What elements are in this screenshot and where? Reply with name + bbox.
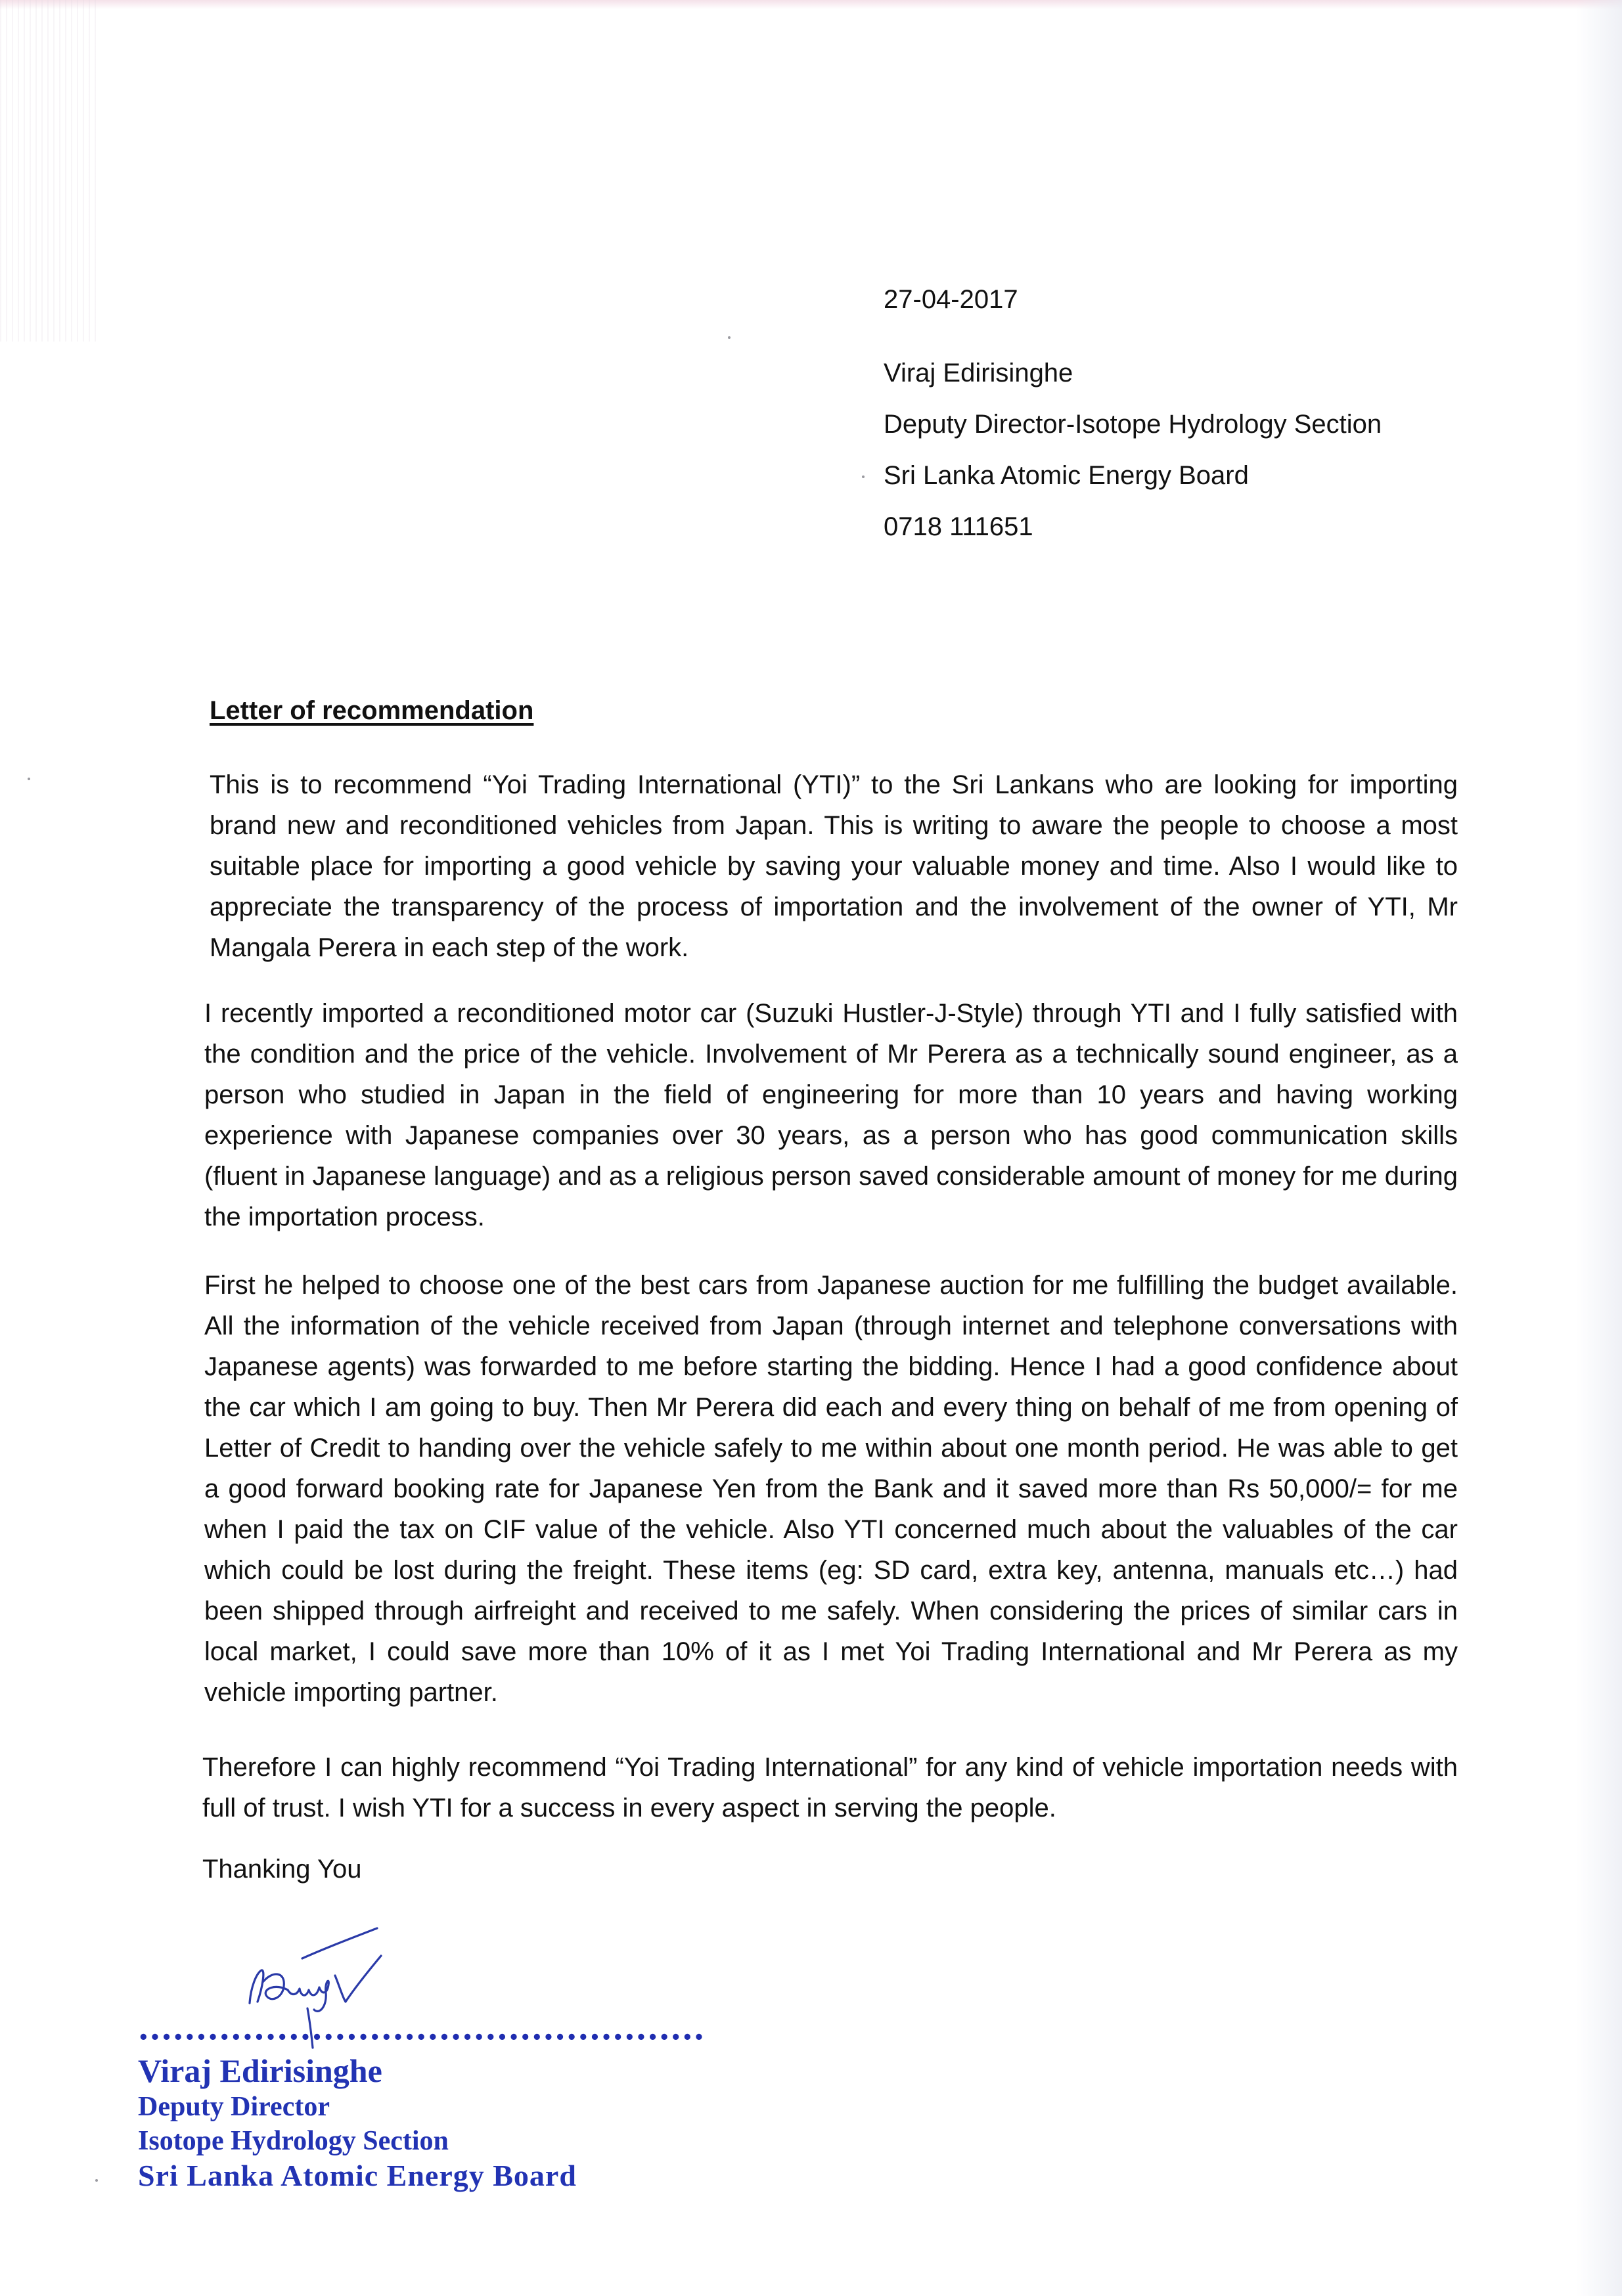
sender-phone: 0718 111651: [884, 512, 1033, 541]
sender-name: Viraj Edirisinghe: [884, 359, 1073, 387]
sender-organization: Sri Lanka Atomic Energy Board: [884, 461, 1249, 490]
stamp-organization: Sri Lanka Atomic Energy Board: [138, 2159, 577, 2192]
letter-date: 27-04-2017: [884, 285, 1018, 314]
scan-edge-left: [0, 0, 99, 342]
scan-edge-top: [0, 0, 1622, 9]
stamp-section: Isotope Hydrology Section: [138, 2126, 449, 2156]
stamp-title: Deputy Director: [138, 2092, 330, 2122]
scan-speck: [95, 2179, 98, 2182]
closing-line: Thanking You: [202, 1855, 362, 1884]
paragraph-intro: This is to recommend “Yoi Trading International (YTI)” to the Sri Lankans who are looking for importing brand new and reconditioned vehicles from Japan. This is writing to aware the people to choose a most suitable place for importing a good vehicle by saving your valuable money and time. Also I would like to appreciate the transparency of the process of importation and the involvement of the owner of YTI, Mr Mangala Perera in each step of the work.: [210, 770, 1458, 962]
official-stamp: [138, 2028, 706, 2212]
stamp-name: Viraj Edirisinghe: [138, 2052, 382, 2089]
letter-heading: Letter of recommendation: [210, 696, 534, 725]
scan-speck: [728, 336, 731, 339]
paragraph-conclusion: Therefore I can highly recommend “Yoi Trading International” for any kind of vehicle importation needs with full of trust. I wish YTI for a success in every aspect in serving the people.: [202, 1753, 1458, 1822]
sender-title: Deputy Director-Isotope Hydrology Section: [884, 410, 1382, 439]
paragraph-experience: I recently imported a reconditioned motor car (Suzuki Hustler-J-Style) through YTI and I fully satisfied with the condition and the price of the vehicle. Involvement of Mr Perera as a technically sound engineer, as a person who studied in Japan in the field of engineering for more than 10 years and having working experience with Japanese companies over 30 years, as a person who has good communication skills (fluent in Japanese language) and as a religious person saved considerable amount of money for me during the importation process.: [204, 999, 1458, 1231]
scan-speck: [862, 475, 865, 478]
scan-speck: [28, 778, 30, 780]
scan-edge-right: [1576, 0, 1622, 2296]
paragraph-process: First he helped to choose one of the best cars from Japanese auction for me fulfilling the budget available. All the information of the vehicle received from Japan (through internet and telephone conversations with Japanese agents) was forwarded to me before starting the bidding. Hence I had a good confidence about the car which I am going to buy. Then Mr Perera did each and every thing on behalf of me from opening of Letter of Credit to handing over the vehicle safely to me within about one month period. He was able to get a good forward booking rate for Japanese Yen from the Bank and it saved more than Rs 50,000/= for me when I paid the tax on CIF value of the vehicle. Also YTI concerned much about the valuables of the car which could be lost during the freight. These items (eg: SD card, extra key, antenna, manuals etc…) had been shipped through airfreight and received to me safely. When considering the prices of similar cars in local market, I could save more than 10% of it as I met Yoi Trading International and Mr Perera as my vehicle importing partner.: [204, 1271, 1458, 1707]
signature-dotted-line: •••••••••••••••••••••••••••••••••••••••••••••••••: [138, 2028, 706, 2048]
